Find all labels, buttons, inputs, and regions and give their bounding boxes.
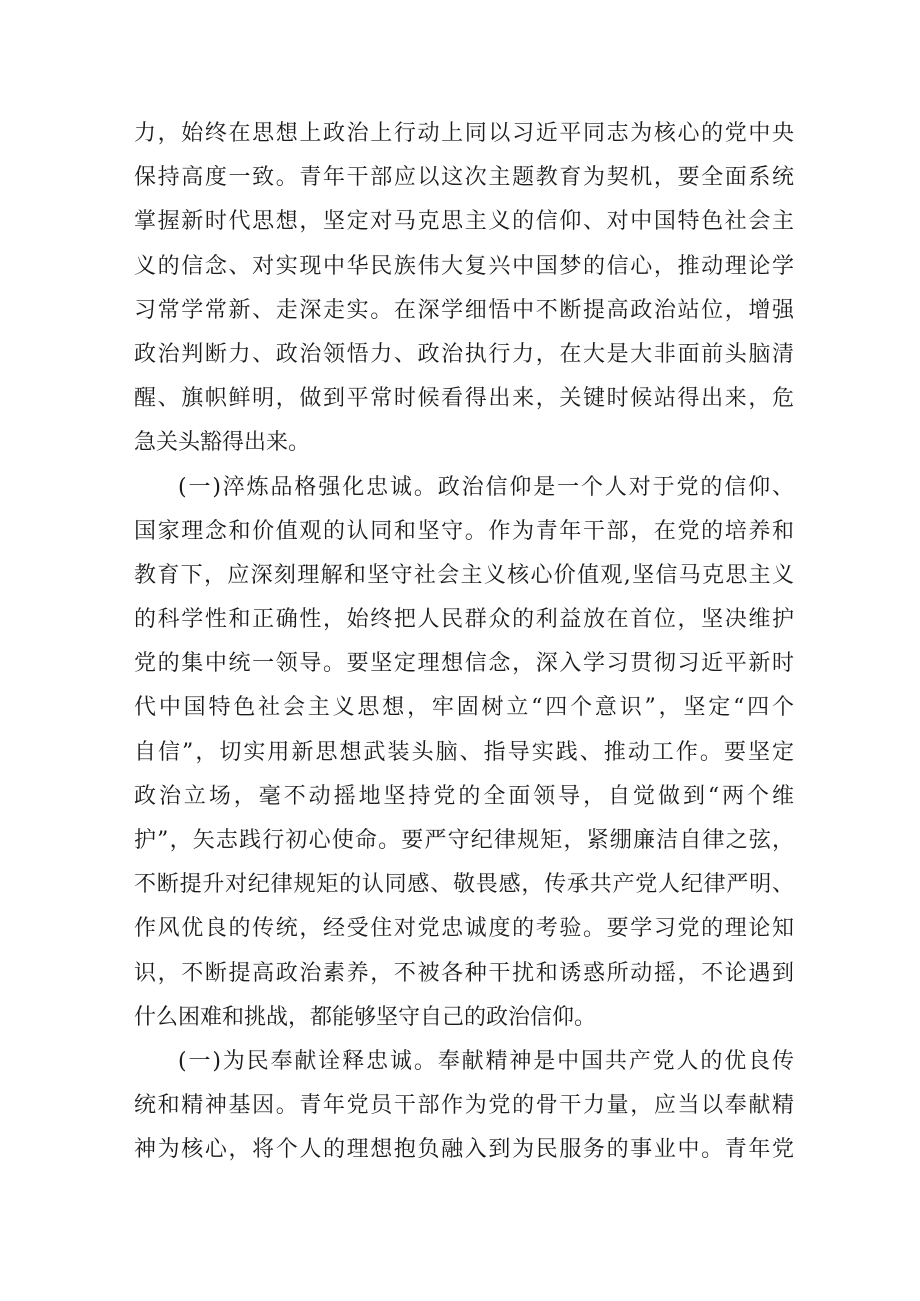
text-line: 代中国特色社会主义思想，牢固树立“四个意识”，坚定“四个 <box>134 695 794 721</box>
section-heading-line: (一)淬炼品格强化忠诚。政治信仰是一个人对于党的信仰、 <box>178 474 794 500</box>
text-line: 习常学常新、走深走实。在深学细悟中不断提高政治站位，增强 <box>134 297 794 323</box>
text-line: 急关头豁得出来。 <box>134 430 311 456</box>
text-line: 醒、旗帜鲜明，做到平常时候看得出来，关键时候站得出来，危 <box>134 386 794 412</box>
text-line: 力，始终在思想上政治上行动上同以习近平同志为核心的党中央 <box>134 121 794 146</box>
text-line: 教育下，应深刻理解和坚守社会主义核心价值观,坚信马克思主义 <box>134 562 794 588</box>
text-line: 什么困难和挑战，都能够坚守自己的政治信仰。 <box>134 1004 597 1030</box>
text-line: 自信”，切实用新思想武装头脑、指导实践、推动工作。要坚定 <box>134 739 794 765</box>
text-line: 政治判断力、政治领悟力、政治执行力，在大是大非面前头脑清 <box>134 341 794 367</box>
text-line: 政治立场，毫不动摇地坚持党的全面领导，自觉做到“两个维 <box>134 783 794 809</box>
text-line: 国家理念和价值观的认同和坚守。作为青年干部，在党的培养和 <box>134 518 794 544</box>
text-line: 作风优良的传统，经受住对党忠诚度的考验。要学习党的理论知 <box>134 916 794 942</box>
text-line: 不断提升对纪律规矩的认同感、敬畏感，传承共产党人纪律严明、 <box>134 872 794 898</box>
paragraph-2 <box>134 466 794 1040</box>
paragraph-1 <box>134 112 794 466</box>
text-line: 掌握新时代思想，坚定对马克思主义的信仰、对中国特色社会主 <box>134 209 794 235</box>
text-line: 的科学性和正确性，始终把人民群众的利益放在首位，坚决维护 <box>134 607 794 633</box>
text-line: 神为核心，将个人的理想抱负融入到为民服务的事业中。青年党 <box>134 1137 794 1163</box>
text-line: 义的信念、对实现中华民族伟大复兴中国梦的信心，推动理论学 <box>134 253 794 279</box>
section-heading-line: (一)为民奉献诠释忠诚。奉献精神是中国共产党人的优良传 <box>178 1048 794 1074</box>
document-body <box>134 112 794 1173</box>
paragraph-3 <box>134 1040 794 1173</box>
text-line: 统和精神基因。青年党员干部作为党的骨干力量，应当以奉献精 <box>134 1093 794 1119</box>
text-line: 识，不断提高政治素养，不被各种干扰和诱惑所动摇，不论遇到 <box>134 960 794 986</box>
text-line: 保持高度一致。青年干部应以这次主题教育为契机，要全面系统 <box>134 165 794 191</box>
text-line: 护”，矢志践行初心使命。要严守纪律规矩，紧绷廉洁自律之弦， <box>134 828 794 853</box>
text-line: 党的集中统一领导。要坚定理想信念，深入学习贯彻习近平新时 <box>134 651 794 677</box>
